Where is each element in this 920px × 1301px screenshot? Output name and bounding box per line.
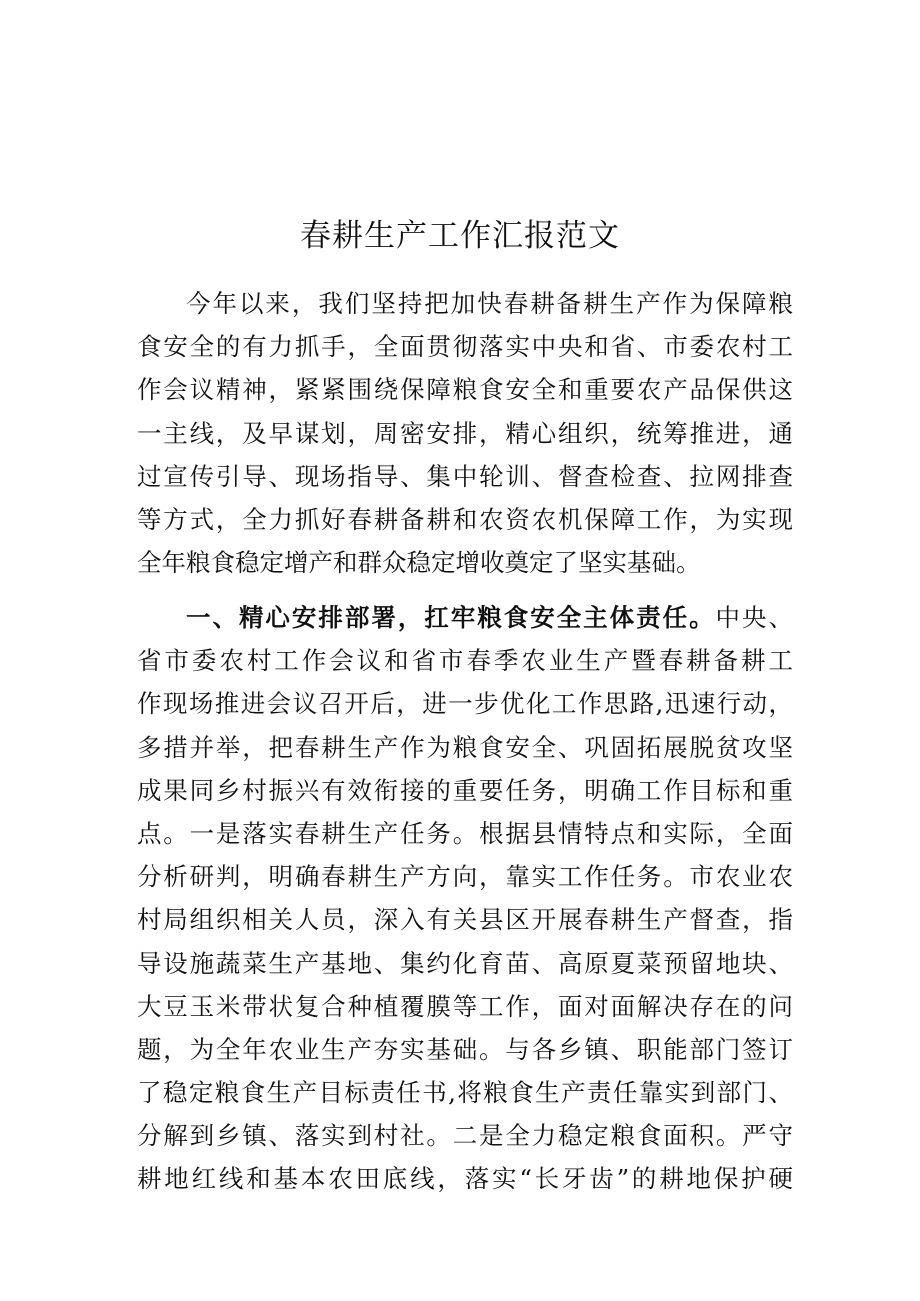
- text-line: 成果同乡村振兴有效衔接的重要任务，明确工作目标和重: [137, 775, 793, 805]
- paragraph-section-one: [137, 596, 793, 1201]
- text-line: 等方式，全力抓好春耕备耕和农资农机保障工作，为实现: [137, 504, 793, 534]
- text-line: 多措并举，把春耕生产作为粮食安全、巩固拓展脱贫攻坚: [137, 732, 793, 762]
- text-line: 省市委农村工作会议和省市春季农业生产暨春耕备耕工: [137, 646, 793, 676]
- text-line: 村局组织相关人员，深入有关县区开展春耕生产督查，指: [137, 905, 793, 935]
- text-line: 全年粮食稳定增产和群众稳定增收奠定了坚实基础。: [137, 548, 701, 578]
- text-line: 过宣传引导、现场指导、集中轮训、督查检查、拉网排查: [137, 461, 793, 491]
- text-line: 大豆玉米带状复合种植覆膜等工作，面对面解决存在的问: [137, 991, 793, 1021]
- text-line: 分解到乡镇、落实到村社。二是全力稳定粮食面积。严守: [137, 1121, 793, 1151]
- paragraph-intro: [137, 282, 793, 584]
- text-line: 点。一是落实春耕生产任务。根据县情特点和实际，全面: [137, 818, 793, 848]
- text-line: 作现场推进会议召开后，进一步优化工作思路,迅速行动，: [137, 689, 793, 719]
- text-line: 导设施蔬菜生产基地、集约化育苗、高原夏菜预留地块、: [137, 948, 793, 978]
- text-line: 食安全的有力抓手，全面贯彻落实中央和省、市委农村工: [137, 332, 793, 362]
- text-line: 题，为全年农业生产夯实基础。与各乡镇、职能部门签订: [137, 1034, 793, 1064]
- text-line: 了稳定粮食生产目标责任书,将粮食生产责任靠实到部门、: [137, 1078, 793, 1108]
- text-line: 今年以来，我们坚持把加快春耕备耕生产作为保障粮: [186, 289, 793, 318]
- text-line: 分析研判，明确春耕生产方向，靠实工作任务。市农业农: [137, 862, 793, 892]
- text-line: 耕地红线和基本农田底线，落实“长牙齿”的耕地保护硬: [137, 1164, 793, 1194]
- text-run: 中央、: [715, 603, 793, 632]
- section-heading: 一、精心安排部署，扛牢粮食安全主体责任。: [186, 603, 716, 632]
- text-line: 作会议精神，紧紧围绕保障粮食安全和重要农产品保供这: [137, 375, 793, 405]
- text-line: 一主线，及早谋划，周密安排，精心组织，统筹推进，通: [137, 418, 793, 448]
- text-line-with-heading: [137, 596, 793, 639]
- document-title: 春耕生产工作汇报范文: [300, 218, 620, 254]
